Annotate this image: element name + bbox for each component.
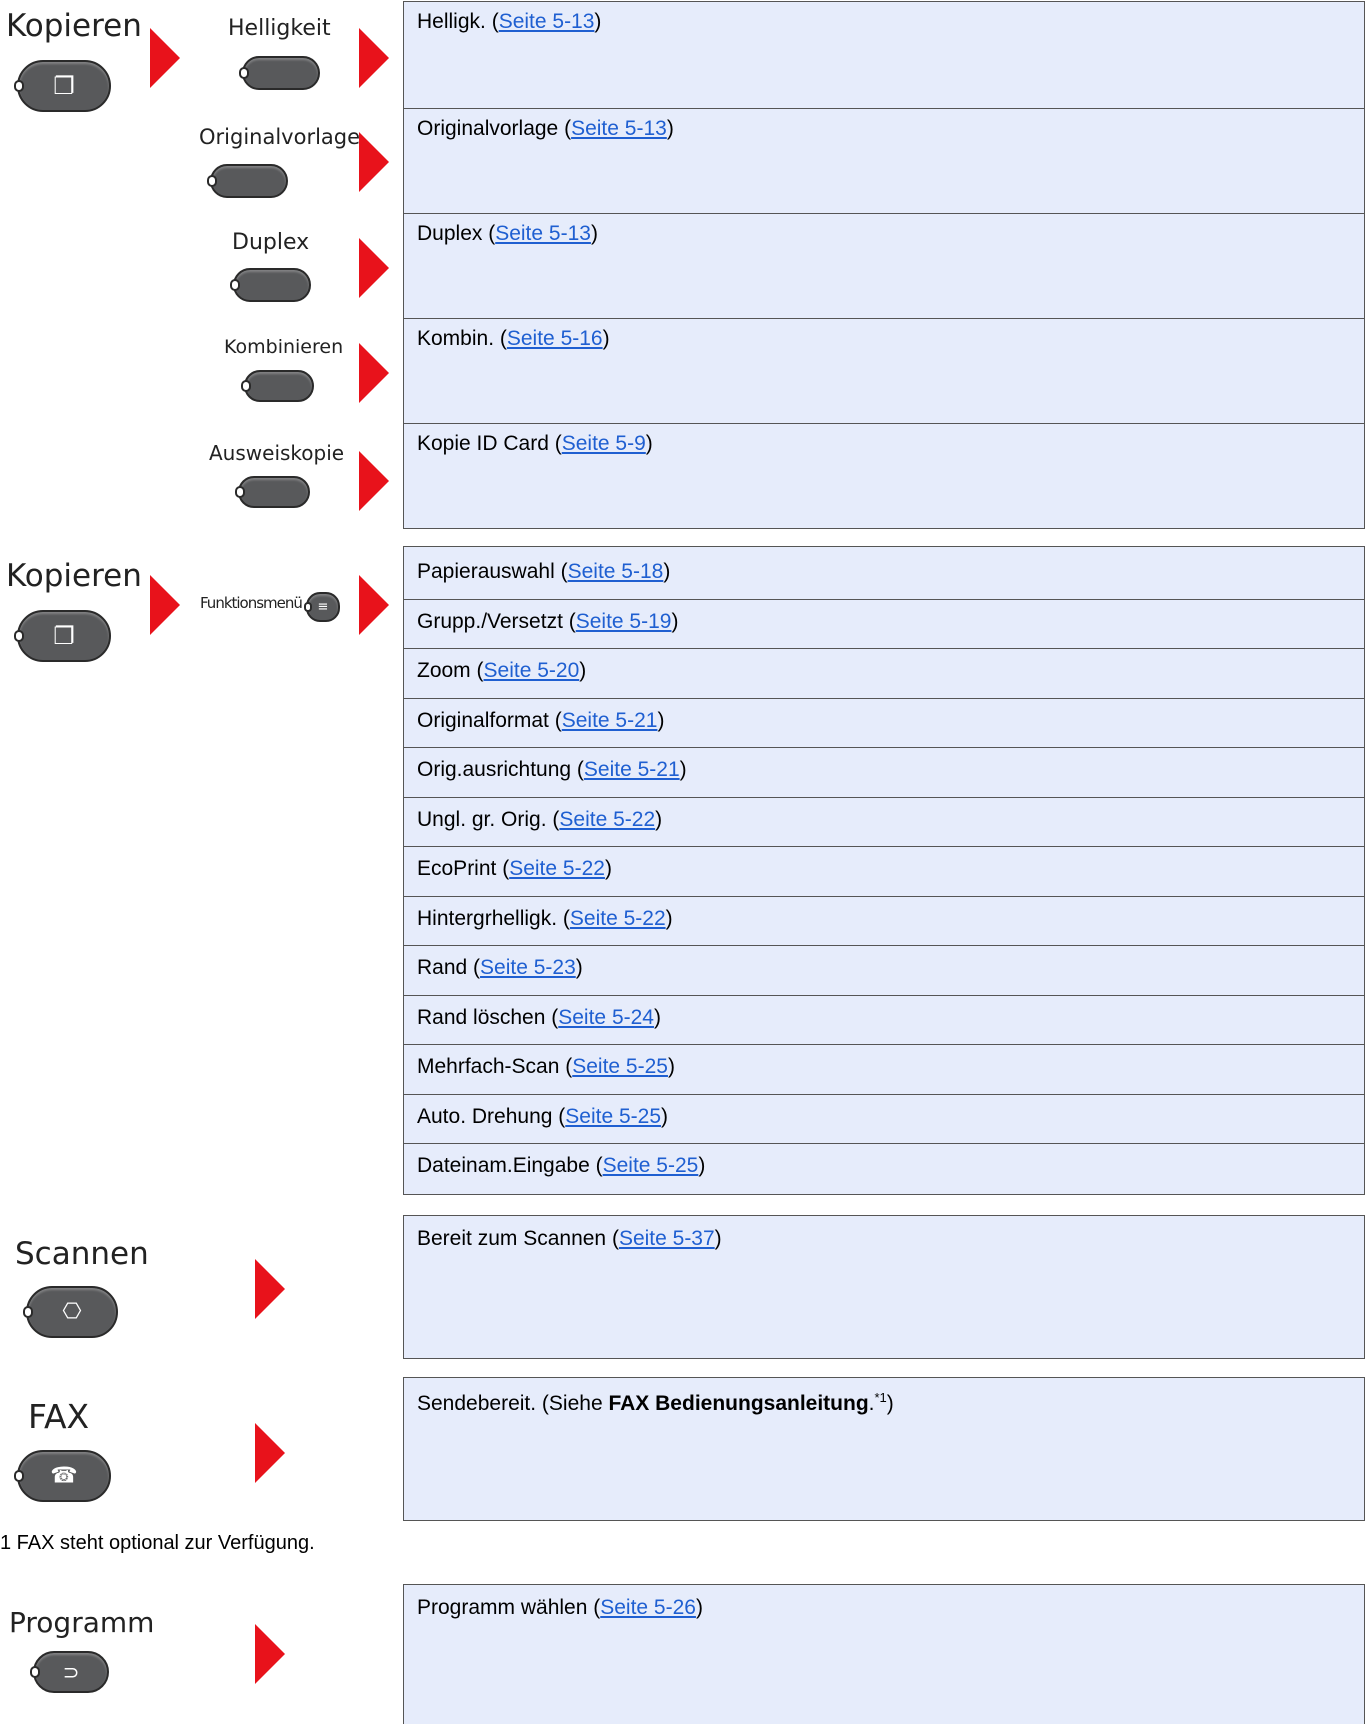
key-label-duplex: Duplex <box>232 230 310 255</box>
page-link[interactable]: Seite 5-21 <box>561 709 658 732</box>
arrow-icon <box>359 575 389 635</box>
arrow-icon <box>359 28 389 88</box>
page-link[interactable]: Seite 5-37 <box>618 1227 715 1250</box>
entry-text: Kopie ID Card <box>417 432 549 455</box>
list-item: Helligk. (Seite 5-13) <box>417 10 602 33</box>
entry-text: Papierauswahl <box>417 560 555 583</box>
key-indicator <box>304 602 312 612</box>
fax-icon: ☎ <box>50 1463 78 1489</box>
footnote-marker: *1 <box>874 1390 887 1405</box>
key-indicator <box>230 279 240 291</box>
page-link[interactable]: Seite 5-20 <box>483 659 580 682</box>
list-item: Papierauswahl (Seite 5-18) <box>417 560 671 583</box>
fax-mode-label: FAX <box>28 1397 90 1436</box>
function-menu-box <box>403 546 1365 1195</box>
fax-key-indicator <box>14 1470 24 1482</box>
page-link[interactable]: Seite 5-22 <box>509 857 605 880</box>
list-item: Zoom (Seite 5-20) <box>404 648 1364 698</box>
function-menu-label: Funktionsmenü <box>200 594 302 612</box>
kombinieren-key[interactable] <box>244 370 314 402</box>
entry-text: Rand löschen <box>417 1006 546 1029</box>
page-link[interactable]: Seite 5-18 <box>567 560 664 583</box>
copy-icon: ❐ <box>53 72 75 100</box>
entry-text: Kombin. <box>417 327 495 350</box>
list-item: Kombin. (Seite 5-16) <box>404 318 1364 423</box>
key-label-helligkeit: Helligkeit <box>228 16 331 41</box>
page-link[interactable]: Seite 5-23 <box>480 956 576 979</box>
program-key-indicator <box>30 1666 40 1678</box>
list-item: Dateinam.Eingabe (Seite 5-25) <box>404 1143 1364 1193</box>
copy-quick-keys-box <box>403 1 1365 529</box>
entry-text: Orig.ausrichtung <box>417 758 572 781</box>
function-menu-key[interactable] <box>306 592 340 622</box>
fax-manual-title: FAX Bedienungsanleitung <box>608 1392 869 1415</box>
key-indicator <box>235 486 245 498</box>
arrow-icon <box>359 238 389 298</box>
page-link[interactable]: Seite 5-22 <box>559 808 656 831</box>
scan-key-indicator <box>23 1306 33 1318</box>
duplex-key[interactable] <box>233 268 311 302</box>
program-mode-label: Programm <box>9 1606 155 1639</box>
arrow-icon <box>255 1624 285 1684</box>
entry-text: Bereit zum Scannen <box>417 1227 607 1250</box>
fax-key[interactable] <box>17 1450 111 1502</box>
page-link[interactable]: Seite 5-19 <box>575 610 672 633</box>
scanner-icon: ⎔ <box>62 1299 82 1325</box>
program-key[interactable] <box>33 1651 109 1693</box>
arrow-icon <box>150 28 180 88</box>
entry-text: Rand <box>417 956 468 979</box>
arrow-icon <box>255 1423 285 1483</box>
arrow-icon <box>255 1259 285 1319</box>
fax-footnote: 1 FAX steht optional zur Verfügung. <box>0 1532 315 1554</box>
page-link[interactable]: Seite 5-13 <box>571 117 667 140</box>
page-link[interactable]: Seite 5-25 <box>602 1154 699 1177</box>
fax-entry-dot: . <box>868 1392 875 1415</box>
list-item: Ungl. gr. Orig. (Seite 5-22) <box>404 797 1364 846</box>
key-indicator <box>207 175 217 187</box>
helligkeit-key[interactable] <box>242 56 320 90</box>
key-label-originalvorlage: Originalvorlage <box>199 125 361 149</box>
copy-icon: ❐ <box>53 622 75 650</box>
page-link[interactable]: Seite 5-25 <box>565 1105 661 1128</box>
list-item: Kopie ID Card (Seite 5-9) <box>404 423 1364 527</box>
arrow-icon <box>359 451 389 511</box>
scan-box: Bereit zum Scannen (Seite 5-37) <box>403 1215 1365 1359</box>
key-label-ausweiskopie: Ausweiskopie <box>209 441 345 465</box>
fax-entry-suffix: ) <box>886 1392 894 1415</box>
page-link[interactable]: Seite 5-13 <box>495 222 591 245</box>
fax-entry-prefix: Sendebereit. (Siehe <box>417 1392 609 1415</box>
page-link[interactable]: Seite 5-22 <box>569 907 666 930</box>
entry-text: Auto. Drehung <box>417 1105 553 1128</box>
arrow-icon <box>150 575 180 635</box>
page-link[interactable]: Seite 5-21 <box>583 758 680 781</box>
scan-key[interactable] <box>26 1286 118 1338</box>
entry-text: Grupp./Versetzt <box>417 610 563 633</box>
arrow-icon <box>359 343 389 403</box>
copy-key-indicator <box>14 80 24 92</box>
entry-text: EcoPrint <box>417 857 497 880</box>
list-item: EcoPrint (Seite 5-22) <box>404 846 1364 896</box>
entry-text: Programm wählen <box>417 1596 588 1619</box>
entry-text: Dateinam.Eingabe <box>417 1154 590 1177</box>
entry-text: Hintergrhelligk. <box>417 907 558 930</box>
copy-key[interactable] <box>17 60 111 112</box>
fax-box <box>403 1377 1365 1521</box>
arrow-icon <box>359 132 389 192</box>
list-item: Rand (Seite 5-23) <box>404 945 1364 995</box>
list-item: Mehrfach-Scan (Seite 5-25) <box>404 1044 1364 1094</box>
copy-key-indicator <box>14 630 24 642</box>
entry-text: Helligk. <box>417 10 486 33</box>
copy-mode-label: Kopieren <box>6 8 142 44</box>
page-link[interactable]: Seite 5-26 <box>600 1596 696 1619</box>
program-icon: ⊃ <box>62 1660 80 1684</box>
list-item: Grupp./Versetzt (Seite 5-19) <box>404 599 1364 648</box>
program-box: Programm wählen (Seite 5-26) <box>403 1584 1365 1724</box>
page-link[interactable]: Seite 5-13 <box>498 10 595 33</box>
list-item: Hintergrhelligk. (Seite 5-22) <box>404 896 1364 945</box>
page-link[interactable]: Seite 5-9 <box>561 432 646 455</box>
copy-key[interactable] <box>17 610 111 662</box>
scan-mode-label: Scannen <box>15 1236 149 1272</box>
entry-text: Mehrfach-Scan <box>417 1055 560 1078</box>
entry-text: Ungl. gr. Orig. <box>417 808 547 831</box>
copy-mode-label-2: Kopieren <box>6 558 142 594</box>
list-item: Orig.ausrichtung (Seite 5-21) <box>404 747 1364 797</box>
page-link[interactable]: Seite 5-16 <box>506 327 603 350</box>
entry-text: Duplex <box>417 222 483 245</box>
list-item: Duplex (Seite 5-13) <box>404 213 1364 318</box>
entry-text: Originalvorlage <box>417 117 559 140</box>
list-item: Originalvorlage (Seite 5-13) <box>404 108 1364 213</box>
page-link[interactable]: Seite 5-24 <box>558 1006 654 1029</box>
list-item: Auto. Drehung (Seite 5-25) <box>404 1094 1364 1143</box>
list-item: Rand löschen (Seite 5-24) <box>404 995 1364 1044</box>
key-label-kombinieren: Kombinieren <box>224 336 344 358</box>
entry-text: Zoom <box>417 659 471 682</box>
list-item: Originalformat (Seite 5-21) <box>404 698 1364 747</box>
menu-icon: ≡ <box>317 599 329 615</box>
entry-text: Originalformat <box>417 709 549 732</box>
key-indicator <box>239 67 249 79</box>
ausweiskopie-key[interactable] <box>238 476 310 508</box>
key-indicator <box>241 380 251 392</box>
page-link[interactable]: Seite 5-25 <box>572 1055 668 1078</box>
originalvorlage-key[interactable] <box>210 164 288 198</box>
